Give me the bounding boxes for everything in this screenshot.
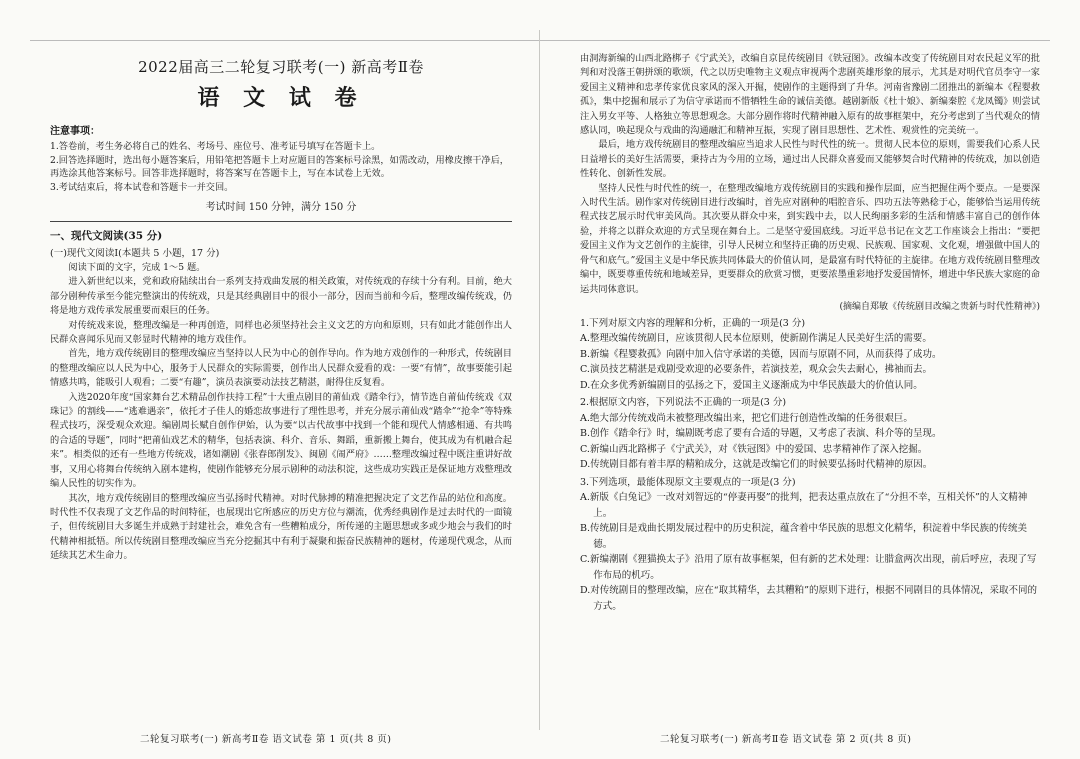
passage-paragraph: 其次，地方戏传统剧目的整理改编应当弘扬时代精神。对时代脉搏的精准把握决定了文艺作品的站位和高度。时代性不仅表现了文艺作品的时间特征，也展现出它所感应的历史方位与潮流，优秀经典剧作是过去时代的一面镜子，但传统剧目大多诞生并成熟于封建社会，难免含有一些糟粕成分，所传递的主题思想或多或少地会与我们的时代精神相抵牾。所以传统剧目整理改编应当充分挖掘其中有利于凝聚和振奋民族精神的题材，传递现代观念，从而延续其艺术生命力。	[50, 492, 512, 562]
question-3-stem: 3.下列选项，最能体现原文主要观点的一项是(3 分)	[580, 476, 796, 488]
subsection-heading: (一)现代文阅读Ⅰ(本题共 5 小题，17 分)	[50, 248, 220, 259]
notice-item-2: 2.回答选择题时，选出每小题答案后，用铅笔把答题卡上对应题目的答案标号涂黑，如需改动，用橡皮擦干净后，再选涂其他答案标号。回答非选择题时，将答案写在答题卡上，写在本试卷上无效。	[50, 154, 509, 179]
question-2-option-c: C.新编山西北路梆子《宁武关》，对《铁冠图》中的爱国、忠孝精神作了深入挖掘。	[580, 443, 928, 455]
question-3-option-a: A.新版《白兔记》一改对刘智远的“停妻再娶”的批判，把表达重点放在了“分担不幸，互相关怀”的人文精神上。	[580, 492, 1028, 519]
exam-title: 2022届高三二轮复习联考(一) 新高考Ⅱ卷	[138, 58, 424, 76]
question-1-option-a: A.整理改编传统剧目，应该贯彻人民本位原则，使新剧作满足人民美好生活的需要。	[580, 333, 932, 345]
passage-paragraph: 首先，地方戏传统剧目的整理改编应当坚持以人民为中心的创作导向。作为地方戏创作的一种形式，传统剧目的整理改编应以人民为中心，服务于人民群众的实际需要，创作出人民群众爱看的戏：一要“有情”，故事要能引起情感共鸣，能吸引人观看；二要“有趣”，演员表演要动法技艺精湛，耐得住反复看。	[50, 348, 512, 389]
passage-paragraph: 对传统戏来说，整理改编是一种再创造，同样也必须坚持社会主义文艺的方向和原则，只有如此才能创作出人民群众喜闻乐见而又彰显时代精神的地方戏佳作。	[50, 319, 512, 346]
question-2-option-d: D.传统剧目都有着丰厚的精粕成分，这就是改编它们的时候要弘扬时代精神的原因。	[580, 459, 933, 471]
question-3-option-d: D.对传统剧目的整理改编，应在“取其精华，去其糟粕”的原则下进行，根据不同剧目的具体情况，采取不同的方式。	[580, 585, 1038, 612]
question-2-option-a: A.绝大部分传统戏尚未被整理改编出来，把它们进行创造性改编的任务很艰巨。	[580, 412, 913, 424]
page-2-footer: 二轮复习联考(一) 新高考Ⅱ卷 语文试卷 第 2 页(共 8 页)	[660, 734, 912, 745]
section-rule	[50, 221, 512, 222]
reading-instruction: 阅读下面的文字，完成 1～5 题。	[68, 262, 206, 273]
notice-item-3: 3.考试结束后，将本试卷和答题卡一并交回。	[50, 181, 234, 193]
question-3-option-b: B.传统剧目是戏曲长期发展过程中的历史积淀，蕴含着中华民族的思想文化精华，积淀着中华民族的传统美德。	[580, 523, 1028, 550]
passage-paragraph: 最后，地方戏传统剧目的整理改编应当追求人民性与时代性的统一。贯彻人民本位的原则，需要我们心系人民日益增长的美好生活需要，秉持古为今用的立场，通过出人民群众喜爱而又能够契合时代精神的传统戏，加以创造性转化、创新性发展。	[580, 139, 1040, 180]
passage-paragraph: 坚持人民性与时代性的统一，在整理改编地方戏传统剧目的实践和操作层面，应当把握住两个要点。一是要深入时代生活。剧作家对传统剧目进行改编时，首先应对剧种的唱腔音乐、四功五法等熟稔于心，能够恰当运用传统程式技艺展示时代审美风尚。其次要从群众中来，到实践中去，以人民绚丽多彩的生活和情感丰富自己的创作体验，并将之以群众欢迎的方式呈现在舞台上。二是坚守爱国底线。习近平总书记在文艺工作座谈会上指出：“要把爱国主义作为文艺创作的主旋律，引导人民树立和坚持正确的历史观、民族观、国家观、文化观，增强做中国人的骨气和底气。”爱国主义是中华民族共同体最大的价值认同，是最富有时代特征的主旋律。在地方戏传统剧目整理改编中，既要尊重传统和地域差异，更要群众的欣赏习惯，更要浓墨重彩地抒发爱国情怀，增进中华民族大家庭的命运共同体意识。	[580, 182, 1040, 295]
question-1-stem: 1.下列对原文内容的理解和分析，正确的一项是(3 分)	[580, 317, 806, 329]
section-heading: 一、现代文阅读(35 分)	[50, 230, 163, 242]
question-1-option-b: B.新编《程婴救孤》向剧中加入信守承诺的美德，因而与原剧不同，从而获得了成功。	[580, 348, 942, 360]
question-1-option-c: C.演员技艺精湛是戏剧受欢迎的必要条件，若演技差，观众会失去耐心，拂袖而去。	[580, 364, 932, 376]
question-2-option-b: B.创作《踏伞行》时，编剧既考虑了要有合适的导题，又考虑了表演、科介等的呈现。	[580, 428, 942, 440]
subject-title: 语 文 试 卷	[197, 85, 365, 111]
passage-paragraph: 入选2020年度“国家舞台艺术精品创作扶持工程”十大重点剧目的莆仙戏《踏伞行》，情节选自莆仙传统戏《双珠记》的割线——“逃难遇亲”，依托才子佳人的婚恋故事进行了理性思考，并充分展示莆仙戏“踏伞”“抢伞”等特殊程式技巧，深受观众欢迎。编剧周长赋自创作伊始，认为要“以古代故事中找到一个能和现代人情感相通、有共鸣的合适的导题”，同时“把莆仙戏艺术的精华，包括表演、科介、音乐、舞蹈，重新搬上舞台，使其成为有机融合起来”。相类似的还有一些地方传统戏，诸如潮剧《张春郎削发》、闽剧《闹严府》……整理改编过程中既注重讲好故事，又用心将舞台传统纳入剧本建构，使剧作能够充分展示剧种的动法积淀，这些成功实践正是保证地方戏整理改编人民性的切实作为。	[50, 391, 512, 490]
notice-heading: 注意事项：	[50, 126, 100, 137]
exam-time: 考试时间 150 分钟，满分 150 分	[205, 202, 357, 213]
question-2-stem: 2.根据原文内容，下列说法不正确的一项是(3 分)	[580, 397, 787, 409]
passage-paragraph: 进入新世纪以来，党和政府陆续出台一系列支持戏曲发展的相关政策，对传统戏的存续十分有利。目前，绝大部分剧种传承至今能完整演出的传统戏，只是其经典剧目中的很小一部分，因而当前和今后，整理改编传统戏，仍将是地方戏传承发展重要而艰巨的任务。	[50, 276, 512, 317]
question-1-option-d: D.在众多优秀新编剧目的弘扬之下，爱国主义逐渐成为中华民族最大的价值认同。	[580, 379, 923, 391]
question-3-option-c: C.新编潮剧《狸猫换太子》沿用了原有故事框架，但有新的艺术处理：让腊盒两次出现，前后呼应，表现了写作布局的机巧。	[580, 554, 1037, 581]
notice-item-1: 1.答卷前，考生务必将自己的姓名、考场号、座位号、准考证号填写在答题卡上。	[50, 141, 381, 152]
page-2	[540, 0, 1080, 759]
passage-paragraph: 由洞海新编的山西北路梆子《宁武关》，改编自京昆传统剧目《铁冠图》。改编本改变了传统剧目对农民起义军的批判和对没落王朝拼颂的歌颂，代之以历史唯物主义观点审视两个悲剧英雄形象的展示，尤其是对明代官员李守一家爱国主义精神和忠孝传家优良家风的深入开掘，使剧作的主题得到了升华。河南省豫剧二团推出的新编本《程婴救孤》，集中挖掘和展示了为信守承诺而不惜牺牲生命的诚信美德。越剧新版《杜十娘》、新编秦腔《龙凤镯》则尝试注入男女平等、人格独立等思想观念。大部分剧作将时代精神融入原有的故事框架中，充分考虑到了当代观众的情感认同，唤起现众与戏曲的沟通融汇和精神互振，实现了剧目思想性、艺术性、观赏性的完美统一。	[580, 53, 1040, 137]
passage-source: (摘编自郑敏《传统剧目改编之贵新与时代性精神》)	[839, 301, 1040, 312]
page-1-footer: 二轮复习联考(一) 新高考Ⅱ卷 语文试卷 第 1 页(共 8 页)	[140, 734, 392, 745]
